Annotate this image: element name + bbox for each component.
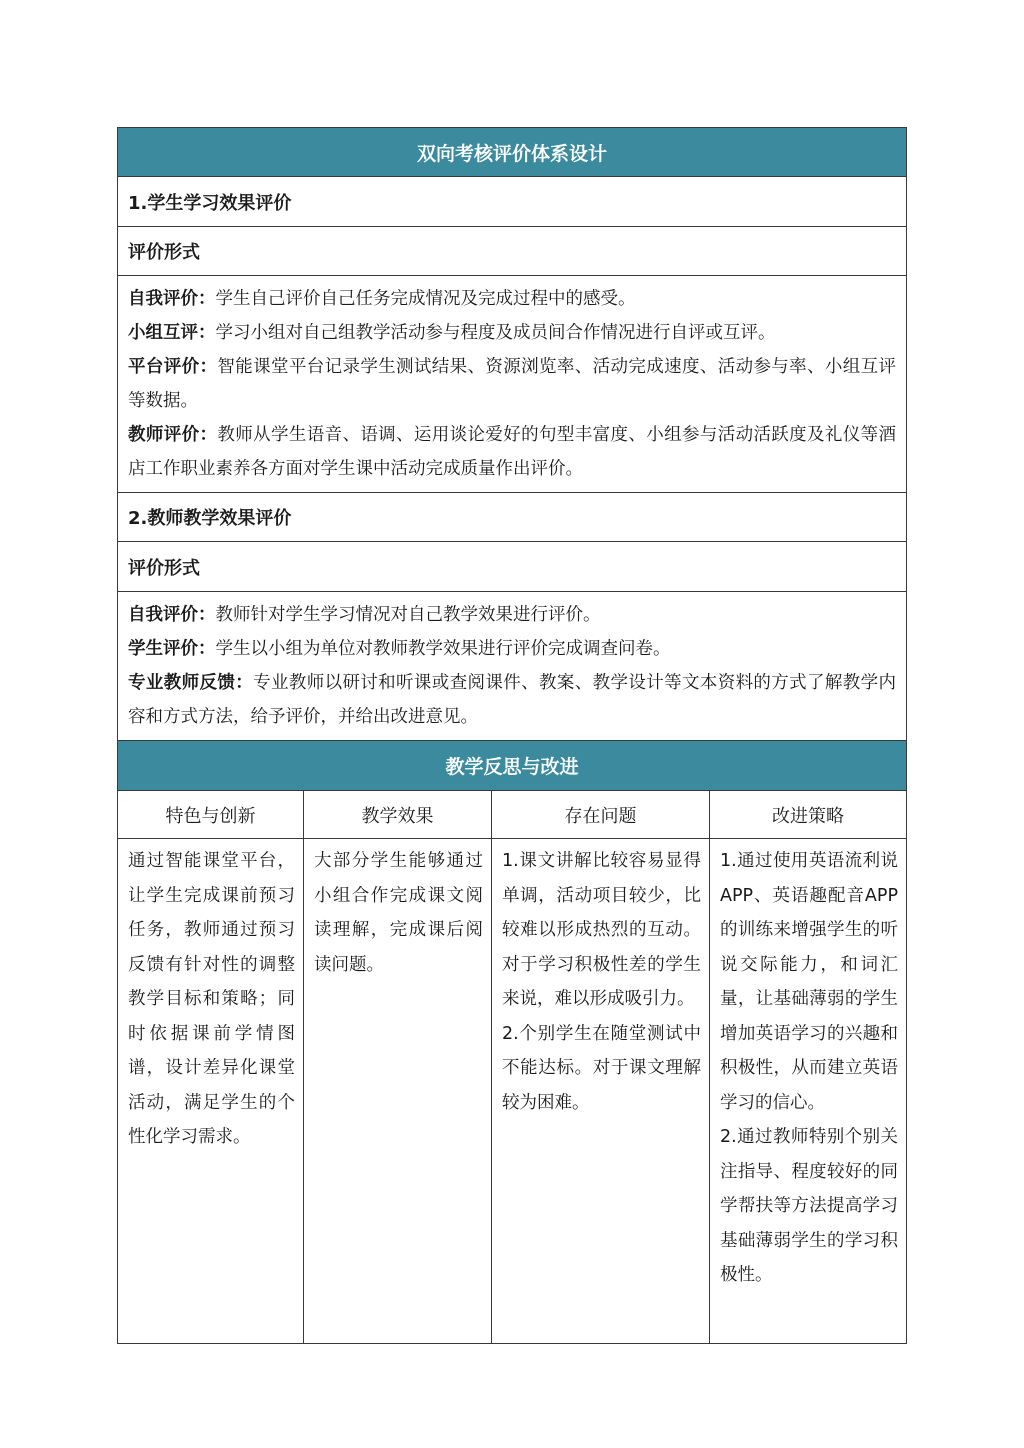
item-label: 自我评价： bbox=[128, 605, 216, 625]
student-form-label-text: 评价形式 bbox=[128, 242, 200, 263]
effects-cell bbox=[304, 839, 492, 1344]
problem-item: 1.课文讲解比较容易显得单调，活动项目较少，比较难以形成热烈的互动。对于学习积极性差的学生来说，难以形成吸引力。 bbox=[502, 851, 701, 1009]
item-text: 教师针对学生学习情况对自己教学效果进行评价。 bbox=[215, 605, 601, 625]
problem-item: 2.个别学生在随堂测试中不能达标。对于课文理解较为困难。 bbox=[502, 1023, 701, 1113]
column-header-features: 特色与创新 bbox=[118, 791, 304, 839]
features-text: 通过智能课堂平台，让学生完成课前预习任务，教师通过预习反馈有针对性的调整教学目标和策略；同时依据课前学情图谱，设计差异化课堂活动，满足学生的个性化学习需求。 bbox=[128, 851, 295, 1147]
student-item-platform bbox=[128, 350, 896, 418]
strategy-item: 1.通过使用英语流利说APP、英语趣配音APP的训练来增强学生的听说交际能力，和词汇量，让基础薄弱的学生增加英语学习的兴趣和积极性，从而建立英语学习的信心。 bbox=[720, 851, 899, 1113]
teacher-item-self bbox=[128, 598, 896, 632]
column-header-effects: 教学效果 bbox=[304, 791, 492, 839]
item-label: 专业教师反馈： bbox=[128, 673, 254, 693]
features-cell bbox=[118, 839, 304, 1344]
banner-title: 教学反思与改进 bbox=[445, 756, 579, 778]
student-item-self bbox=[128, 282, 896, 316]
student-form-label bbox=[118, 227, 907, 276]
item-text: 教师从学生语音、语调、运用谈论爱好的句型丰富度、小组参与活动活跃度及礼仪等酒店工作职业素养各方面对学生课中活动完成质量作出评价。 bbox=[128, 425, 897, 479]
item-text: 智能课堂平台记录学生测试结果、资源浏览率、活动完成速度、活动参与率、小组互评等数据。 bbox=[128, 357, 897, 411]
item-label: 学生评价： bbox=[128, 639, 216, 659]
teacher-heading-text: 2.教师教学效果评价 bbox=[128, 508, 292, 529]
evaluation-table bbox=[117, 127, 907, 1344]
teacher-form-label bbox=[118, 542, 907, 592]
column-header-strategies: 改进策略 bbox=[710, 791, 907, 839]
strategy-item: 2.通过教师特别个别关注指导、程度较好的同学帮扶等方法提高学习基础薄弱学生的学习积极性。 bbox=[720, 1127, 899, 1285]
teacher-evaluation-list bbox=[118, 592, 907, 741]
banner-evaluation-system bbox=[118, 128, 907, 177]
student-item-teacher bbox=[128, 418, 896, 486]
student-heading-text: 1.学生学习效果评价 bbox=[128, 192, 292, 214]
item-label: 自我评价： bbox=[128, 289, 216, 309]
column-header-problems: 存在问题 bbox=[492, 791, 710, 839]
strategies-cell bbox=[710, 839, 907, 1344]
item-text: 学生以小组为单位对教师教学效果进行评价完成调查问卷。 bbox=[215, 639, 671, 659]
effects-text: 大部分学生能够通过小组合作完成课文阅读理解，完成课后阅读问题。 bbox=[314, 851, 483, 975]
teacher-item-student bbox=[128, 632, 896, 666]
item-text: 学生自己评价自己任务完成情况及完成过程中的感受。 bbox=[215, 289, 636, 309]
banner-title: 双向考核评价体系设计 bbox=[417, 142, 608, 165]
teacher-item-expert bbox=[128, 666, 896, 734]
student-evaluation-list bbox=[118, 276, 907, 493]
student-heading bbox=[118, 177, 907, 227]
item-label: 平台评价： bbox=[128, 357, 218, 377]
teacher-form-label-text: 评价形式 bbox=[128, 557, 200, 579]
problems-cell bbox=[492, 839, 710, 1344]
banner-reflection bbox=[118, 741, 907, 791]
student-item-group bbox=[128, 316, 896, 350]
item-text: 专业教师以研讨和听课或查阅课件、教案、教学设计等文本资料的方式了解教学内容和方式方法，给予评价，并给出改进意见。 bbox=[128, 673, 897, 727]
item-label: 小组互评： bbox=[128, 323, 216, 343]
teacher-heading bbox=[118, 493, 907, 542]
item-text: 学习小组对自己组教学活动参与程度及成员间合作情况进行自评或互评。 bbox=[215, 323, 776, 343]
item-label: 教师评价： bbox=[128, 425, 218, 445]
